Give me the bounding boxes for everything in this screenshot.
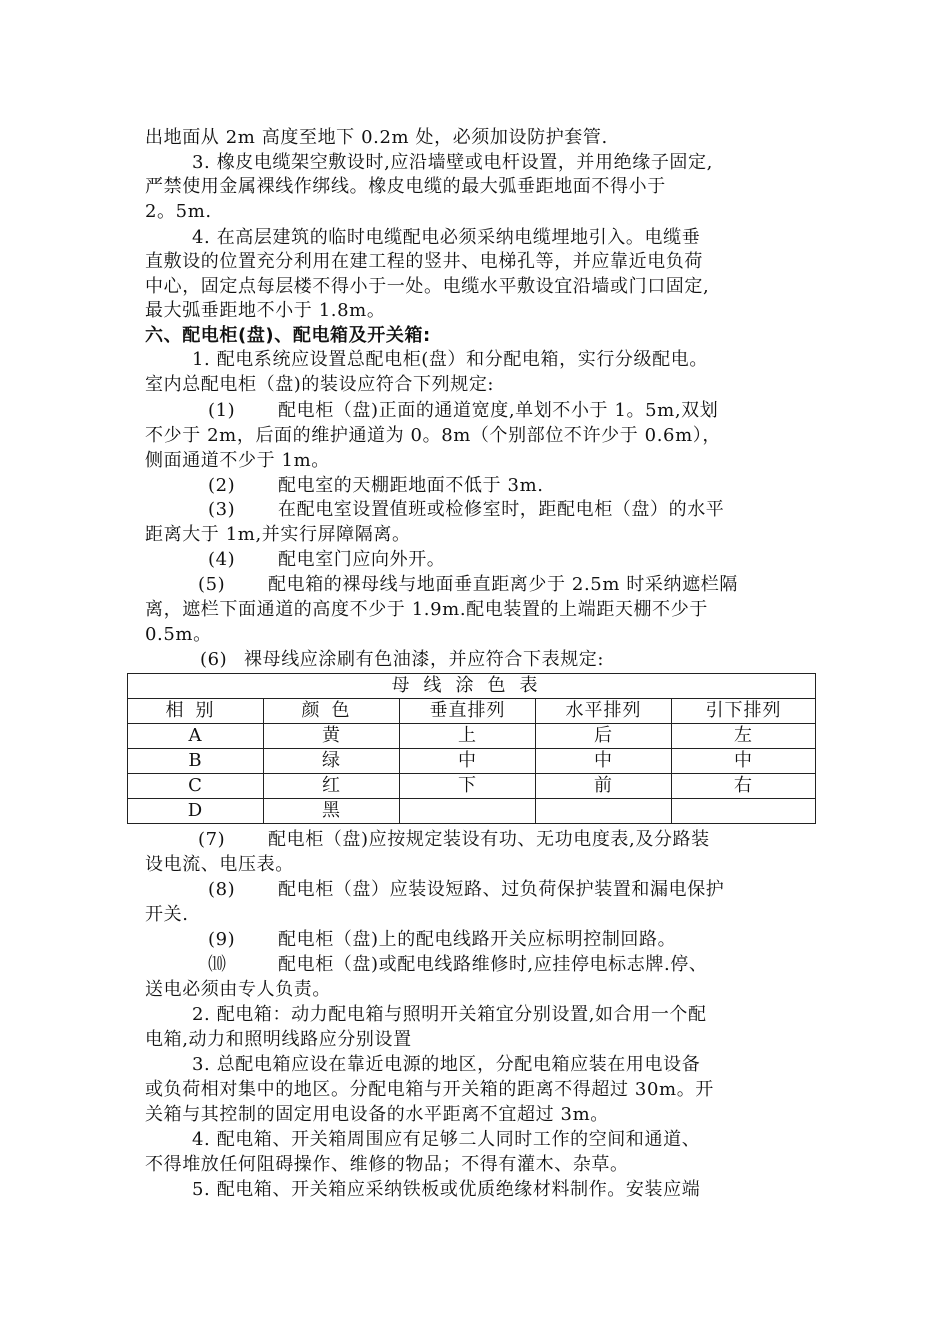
table-cell: 中 — [672, 749, 816, 774]
busbar-color-table — [127, 673, 816, 824]
table-cell: 前 — [536, 774, 672, 799]
table-cell — [672, 799, 816, 824]
table-cell: A — [128, 724, 264, 749]
paragraph-line: 配电柜（盘)上的配电线路开关应标明控制回路。 — [278, 929, 677, 950]
paragraph-line: 不少于 2m，后面的维护通道为 0。8m（个别部位不许少于 0.6m）， — [145, 425, 721, 446]
paragraph-line: 1. 配电系统应设置总配电柜(盘）和分配电箱，实行分级配电。 — [192, 349, 708, 370]
table-title-row — [128, 674, 816, 699]
table-row — [128, 724, 816, 749]
paragraph-line: 4. 在高层建筑的临时电缆配电必须采纳电缆埋地引入。电缆垂 — [192, 227, 701, 248]
paragraph-line: 最大弧垂距地不小于 1.8m。 — [145, 300, 386, 321]
paragraph-line: 2. 配电箱：动力配电箱与照明开关箱宜分别设置,如合用一个配 — [192, 1004, 707, 1025]
paragraph-line: 直敷设的位置充分利用在建工程的竖井、电梯孔等，并应靠近电负荷 — [145, 251, 703, 272]
table-cell: B — [128, 749, 264, 774]
table-cell: 左 — [672, 724, 816, 749]
paragraph-line: 室内总配电柜（盘)的装设应符合下列规定: — [145, 374, 495, 395]
paragraph-line: 送电必须由专人负责。 — [145, 979, 331, 1000]
table-cell: D — [128, 799, 264, 824]
paragraph-line: 距离大于 1m,并实行屏障隔离。 — [145, 524, 411, 545]
paragraph-line: 配电柜（盘)正面的通道宽度,单划不小于 1。5m,双划 — [278, 400, 719, 421]
paragraph-line: 裸母线应涂刷有色油漆，并应符合下表规定: — [244, 649, 605, 670]
table-cell — [536, 799, 672, 824]
table-header: 颜色 — [264, 699, 400, 724]
table-cell: 红 — [264, 774, 400, 799]
item-number: (1) — [208, 400, 236, 421]
paragraph-line: 0.5m。 — [145, 624, 212, 645]
paragraph-line: 电箱,动力和照明线路应分别设置 — [145, 1029, 412, 1050]
item-number: (4) — [208, 549, 236, 570]
item-number: (9) — [208, 929, 236, 950]
paragraph-line: 离，遮栏下面通道的高度不少于 1.9m.配电装置的上端距天棚不少于 — [145, 599, 708, 620]
table-header-row — [128, 699, 816, 724]
item-number: (6) — [200, 649, 228, 670]
paragraph-line: 出地面从 2m 高度至地下 0.2m 处，必须加设防护套管. — [145, 127, 608, 148]
paragraph-line: 配电柜（盘)应按规定装设有功、无功电度表,及分路装 — [268, 829, 710, 850]
paragraph-line: 配电柜（盘）应装设短路、过负荷保护装置和漏电保护 — [278, 879, 725, 900]
item-number: (3) — [208, 499, 236, 520]
paragraph-line: 侧面通道不少于 1m。 — [145, 450, 330, 471]
item-number: (8) — [208, 879, 236, 900]
paragraph-line: 配电箱的裸母线与地面垂直距离少于 2.5m 时采纳遮栏隔 — [268, 574, 738, 595]
paragraph-line: 2。5m. — [145, 201, 212, 222]
paragraph-line: 4. 配电箱、开关箱周围应有足够二人同时工作的空间和通道、 — [192, 1129, 701, 1150]
table-cell — [400, 799, 536, 824]
table-header: 引下排列 — [672, 699, 816, 724]
paragraph-line: 或负荷相对集中的地区。分配电箱与开关箱的距离不得超过 30m。开 — [145, 1079, 714, 1100]
item-number: (7) — [198, 829, 226, 850]
paragraph-line: 配电室门应向外开。 — [278, 549, 446, 570]
paragraph-line: 严禁使用金属裸线作绑线。橡皮电缆的最大弧垂距地面不得小于 — [145, 176, 666, 197]
paragraph-line: 开关. — [145, 904, 189, 925]
table-cell: 黑 — [264, 799, 400, 824]
table-header: 水平排列 — [536, 699, 672, 724]
table-cell: 下 — [400, 774, 536, 799]
table-header: 垂直排列 — [400, 699, 536, 724]
table-cell: C — [128, 774, 264, 799]
paragraph-line: 5. 配电箱、开关箱应采纳铁板或优质绝缘材料制作。安装应端 — [192, 1179, 701, 1200]
paragraph-line: 不得堆放任何阻碍操作、维修的物品；不得有灌木、杂草。 — [145, 1154, 629, 1175]
table-title: 母线涂色表 — [128, 674, 816, 699]
paragraph-line: 配电柜（盘)或配电线路维修时,应挂停电标志牌.停、 — [278, 954, 708, 975]
paragraph-line: 设电流、电压表。 — [145, 854, 294, 875]
table-header: 相别 — [128, 699, 264, 724]
table-row — [128, 749, 816, 774]
paragraph-line: 3. 橡皮电缆架空敷设时,应沿墙壁或电杆设置，并用绝缘子固定, — [192, 152, 713, 173]
paragraph-line: 中心，固定点每层楼不得小于一处。电缆水平敷设宜沿墙或门口固定, — [145, 276, 710, 297]
table-cell: 中 — [536, 749, 672, 774]
item-number: (5) — [198, 574, 226, 595]
item-number: (2) — [208, 475, 236, 496]
table-row — [128, 799, 816, 824]
table-cell: 后 — [536, 724, 672, 749]
table-cell: 右 — [672, 774, 816, 799]
item-number: ⑽ — [208, 954, 227, 975]
table-cell: 绿 — [264, 749, 400, 774]
paragraph-line: 配电室的天棚距地面不低于 3m. — [278, 475, 544, 496]
section-heading: 六、配电柜(盘)、配电箱及开关箱: — [145, 325, 431, 346]
table-cell: 中 — [400, 749, 536, 774]
paragraph-line: 在配电室设置值班或检修室时，距配电柜（盘）的水平 — [278, 499, 725, 520]
table-row — [128, 774, 816, 799]
table-cell: 黄 — [264, 724, 400, 749]
table-cell: 上 — [400, 724, 536, 749]
paragraph-line: 3. 总配电箱应设在靠近电源的地区，分配电箱应装在用电设备 — [192, 1054, 701, 1075]
paragraph-line: 关箱与其控制的固定用电设备的水平距离不宜超过 3m。 — [145, 1104, 609, 1125]
